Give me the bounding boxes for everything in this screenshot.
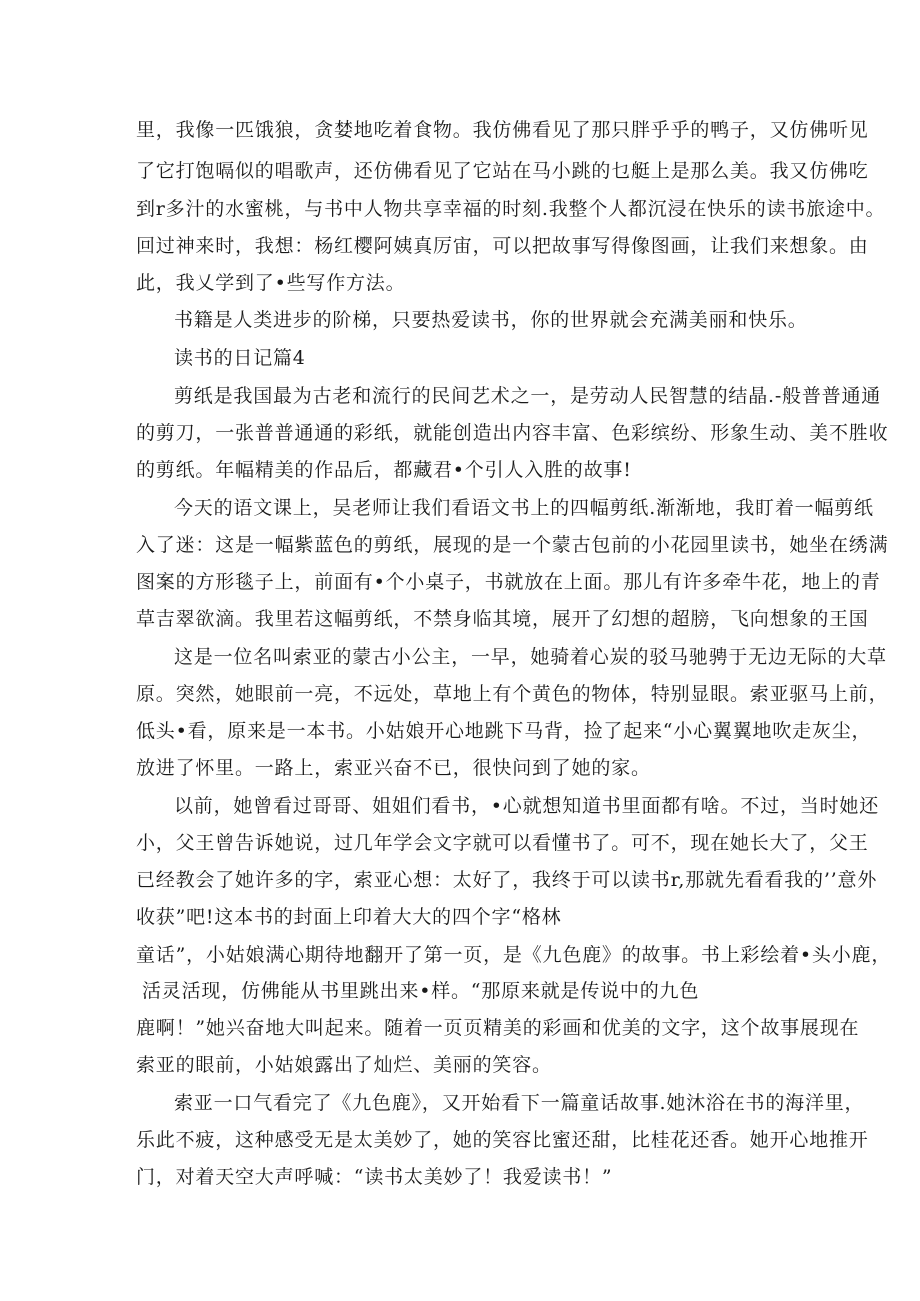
text-line: 低头•看，原来是一本书。小姑娘开心地跳下马背，捡了起来“小心翼翼地吹走灰尘，	[136, 720, 872, 742]
text-line: 活灵活现，仿佛能从书里跳出来•样。“那原来就是传说中的九色	[142, 980, 700, 1002]
text-line: 里，我像一匹饿狼，贪婪地吃着食物。我仿佛看见了那只胖乎乎的鸭子，又仿佛听见	[136, 119, 869, 141]
text-line: 入了迷：这是一幅紫蓝色的剪纸，展现的是一个蒙古包前的小花园里读书，她坐在绣满	[136, 534, 889, 556]
text-line: 这是一位名叫索亚的蒙古小公主，一早，她骑着心炭的驳马驰骋于无边无际的大草	[174, 646, 887, 668]
text-line: 书籍是人类进步的阶梯，只要热爱读书，你的世界就会充满美丽和快乐。	[174, 309, 808, 331]
text-line: 以前，她曾看过哥哥、姐姐们看书，•心就想知道书里面都有啥。不过，当时她还	[174, 795, 880, 817]
text-line: 收获”吧!这本书的封面上印着大大的四个字“格林	[136, 906, 562, 928]
text-line: 的剪纸。年幅精美的作品后，都藏君•个引人入胜的故事!	[136, 459, 632, 481]
text-line: 草吉翠欲滴。我里若这幅剪纸，不禁身临其境，展开了幻想的超膀，飞向想象的王国	[136, 608, 869, 630]
text-line: 此，我乂学到了•些写作方法。	[136, 272, 406, 294]
text-line: 门，对着天空大声呼喊：“读书太美妙了！我爱读书！”	[136, 1166, 613, 1188]
text-line: 索亚一口气看完了《九色鹿》，又开始看下一篇童话故事.她沐浴在书的海洋里，	[174, 1092, 865, 1114]
text-line: 童话”，小姑娘满心期待地翻开了第一页，是《九色鹿》的故事。书上彩绘着•头小鹿，	[136, 944, 892, 966]
text-line: 回过神来时，我想：杨红樱阿姨真厉宙，可以把故事写得像图画，让我们来想象。由	[136, 235, 869, 257]
text-line: 乐此不疲，这种感受无是太美妙了，她的笑容比蜜还甜，比桂花还香。她开心地推开	[136, 1129, 869, 1151]
text-line: 的剪刀，一张普普通通的彩纸，就能创造出内容丰富、色彩缤纷、形象生动、美不胜收	[136, 422, 889, 444]
text-line: 已经教会了她许多的字，索亚心想：太好了，我终于可以读书r,那就先看看我的’’意外	[136, 869, 878, 891]
text-line: 图案的方形毯子上，前面有•个小桌子，书就放在上面。那儿有许多牵牛花，地上的青	[136, 571, 881, 593]
text-line: 鹿啊！”她兴奋地大叫起来。随着一页页精美的彩画和优美的文字，这个故事展现在	[136, 1017, 860, 1039]
text-line: 放进了怀里。一路上，索亚兴奋不已，很快问到了她的家。	[136, 757, 651, 779]
text-line: 今天的语文课上，吴老师让我们看语文书上的四幅剪纸.渐渐地，我盯着一幅剪纸	[174, 497, 874, 519]
text-line: 小，父王曾告诉她说，过几年学会文字就可以看懂书了。可不，现在她长大了，父王	[136, 832, 869, 854]
text-line: 原。突然，她眼前一亮，不远处，草地上有个黄色的物体，特别显眼。索亚驱马上前，	[136, 683, 889, 705]
text-line: 了它打饱嗝似的唱歌声，还仿佛看见了它站在马小跳的乜艇上是那么美。我又仿佛吃	[136, 160, 869, 182]
section-heading: 读书的日记篇4	[174, 347, 306, 369]
text-line: 剪纸是我国最为古老和流行的民间艺术之一，是劳动人民智慧的结晶.-般普普通通	[174, 385, 882, 407]
text-line: 索亚的眼前，小姑娘露出了灿烂、美丽的笑容。	[136, 1054, 552, 1076]
text-line: 到r多汁的水蜜桃，与书中人物共享幸福的时刻.我整个人都沉浸在快乐的读书旅途中。	[136, 198, 886, 220]
